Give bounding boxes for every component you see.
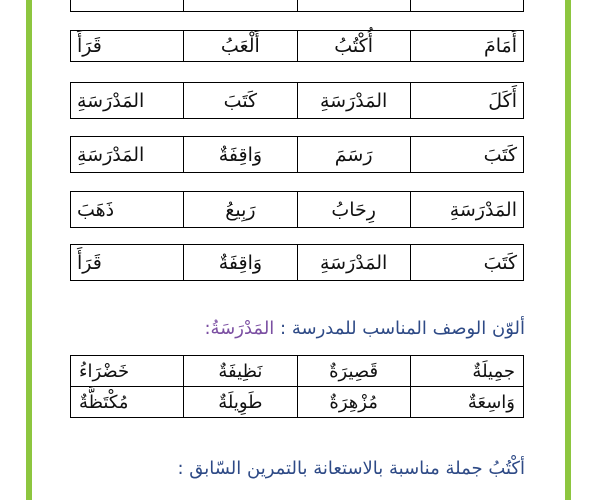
instruction-highlight: المَدْرَسَةُ: (204, 318, 275, 339)
adjective-cell[interactable]: طَوِيلَةٌ (184, 387, 297, 418)
word-cell: رِحَابُ (297, 192, 410, 228)
instruction-text: أكْتُبُ جملة مناسبة بالاستعانة بالتمرين السّابق : (177, 458, 525, 479)
instruction-color-description (204, 318, 525, 339)
table-row (71, 245, 524, 281)
table-row (71, 387, 524, 418)
table-row (71, 137, 524, 173)
word-cell: وَاقِفَةٌ (184, 245, 297, 281)
word-cell: أَمَامَ (410, 31, 523, 62)
page-frame-right (565, 0, 571, 500)
word-cell: كَتَبَ (184, 83, 297, 119)
word-cell: قَرَأَ (71, 245, 184, 281)
word-cell: كَتَبَ (410, 245, 523, 281)
word-cell: قَرَأَ (71, 31, 184, 62)
adjective-cell[interactable]: مُزْهِرَةٌ (297, 387, 410, 418)
cropped-table-top (70, 0, 524, 12)
adjective-cell[interactable]: قَصِيرَةٌ (297, 356, 410, 387)
instruction-write-sentence (177, 458, 525, 479)
word-table-4 (70, 191, 524, 228)
adjective-cell[interactable]: خَضْرَاءُ (71, 356, 184, 387)
word-cell: المَدْرَسَةِ (410, 192, 523, 228)
word-cell: رَسَمَ (297, 137, 410, 173)
word-cell: المَدْرَسَةِ (297, 245, 410, 281)
table-row (71, 356, 524, 387)
adjective-cell[interactable]: وَاسِعَةٌ (410, 387, 523, 418)
word-cell: المَدْرَسَةِ (71, 137, 184, 173)
page-frame-left (26, 0, 32, 500)
adjective-cell[interactable]: مُكْتَظَّةٌ (71, 387, 184, 418)
table-row (71, 83, 524, 119)
adjectives-table (70, 355, 524, 418)
word-table-3 (70, 136, 524, 173)
adjective-cell[interactable]: جمِيلَةٌ (410, 356, 523, 387)
instruction-text: ألوّن الوصف المناسب للمدرسة : (280, 318, 525, 339)
word-cell: أَلْعَبُ (184, 31, 297, 62)
word-cell: أُكْتُبُ (297, 31, 410, 62)
word-cell: أَكَلَ (410, 83, 523, 119)
word-cell: وَاقِفَةٌ (184, 137, 297, 173)
table-row (71, 31, 524, 62)
word-table-5 (70, 244, 524, 281)
word-table-1 (70, 30, 524, 62)
word-cell: كَتَبَ (410, 137, 523, 173)
word-table-2 (70, 82, 524, 119)
adjective-cell[interactable]: نَظِيفَةٌ (184, 356, 297, 387)
word-cell: ذَهَبَ (71, 192, 184, 228)
word-cell: المَدْرَسَةِ (71, 83, 184, 119)
table-row (71, 192, 524, 228)
word-cell: المَدْرَسَةِ (297, 83, 410, 119)
word-cell: رَبِيعُ (184, 192, 297, 228)
